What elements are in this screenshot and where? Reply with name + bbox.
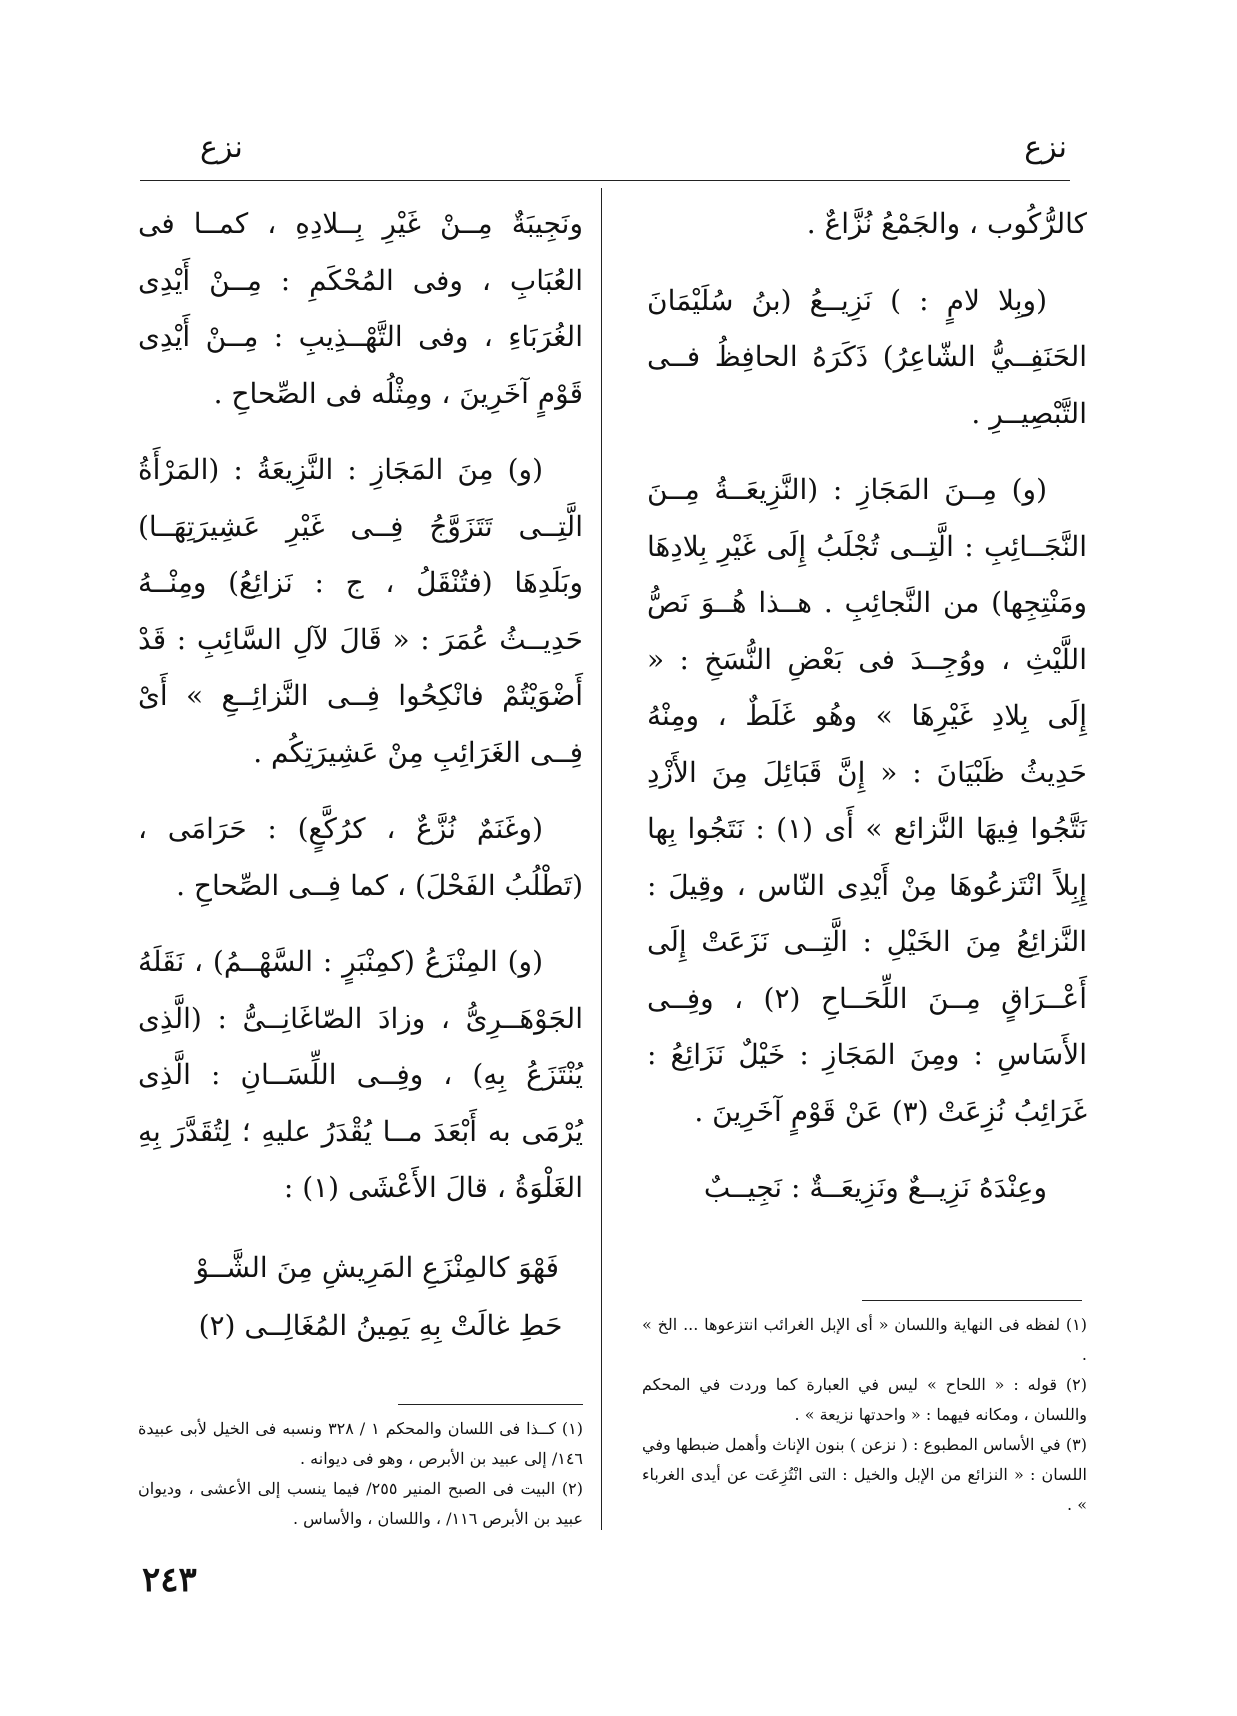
- footnotes-right: [642, 1310, 1087, 1520]
- left-column: [138, 196, 583, 1355]
- page-number: ٢٤٣: [142, 1560, 197, 1600]
- left-paragraph-1: ونَجِيبَةٌ مِــنْ غَيْرِ بِــلادِهِ ، كمــا فى العُبَابِ ، وفى المُحْكَمِ : مِــنْ أَيْدِى الغُرَبَاءِ ، وفى التَّهْــذِيبِ : مِــنْ أَيْدِى قَوْمٍ آخَرِينَ ، ومِثْلُه فى الصِّحاحِ .: [138, 207, 583, 410]
- left-paragraph-2: (و) مِنَ المَجَازِ : النَّزِيعَةُ : (المَرْأَةُ الَّتِــى تَتَزَوَّجُ فِــى غَيْرِ عَشِيرَتِهَــا) وبَلَدِهَا (فتُنْقَلُ ، ج : نَزائِعُ) ومِنْــهُ حَدِيــثُ عُمَرَ : « قَالَ لآلِ السَّائِبِ : قَدْ أَضْوَيْتُمْ فانْكِحُوا فِــى النَّزائِــعِ » أَىْ فِــى الغَرَائِبِ مِنْ عَشِيرَتِكُم .: [138, 453, 583, 769]
- column-divider: [601, 188, 602, 1530]
- footnote-right-1: (١) لفظه فى النهاية واللسان « أى الإبل الغرائب انتزعوها ... الخ » .: [642, 1315, 1087, 1364]
- footnote-right-3: (٣) في الأساس المطبوع : ( نزعن ) بنون الإناث وأهمل ضبطها وفي اللسان : « النزائع من الإبل والخيل : التى انْتُزِعَت عن أيدى الغرباء » .: [642, 1435, 1087, 1514]
- poetry-verse: [138, 1239, 583, 1355]
- footnote-left-2: (٢) البيت فى الصبح المنير ٢٥٥/ فيما ينسب إلى الأعشى ، وديوان عبيد بن الأبرص ١١٦/ ، واللسان ، والأساس .: [138, 1479, 583, 1528]
- right-column: [647, 196, 1087, 1217]
- left-paragraph-3: (وغَنَمٌ نُزَّعٌ ، كرُكَّعٍ) : حَرَامَى ، (تَطْلُبُ الفَحْلَ) ، كما فِــى الصِّحاحِ .: [138, 812, 583, 902]
- right-paragraph-3: (و) مِــنَ المَجَازِ : (النَّزِيعَــةُ مِــنَ النَّجَــائِبِ : الَّتِــى تُجْلَبُ إِلَى غَيْرِ بِلادِهَا ومَنْتِجِها) من النَّجائِبِ . هــذا هُــوَ نَصُّ اللَّيْثِ ، ووُجِــدَ فى بَعْضِ النُّسَخِ : « إِلَى بِلادِ غَيْرِهَا » وهُو غَلَطٌ ، ومِنْهُ حَدِيثُ ظَبْيَانَ : « إِنَّ قَبَائِلَ مِنَ الأَزْدِ نَتَّجُوا فِيهَا النَّزائع » أَى (١) : نَتَجُوا بِها إِبِلاً انْتَزعُوهَا مِنْ أَيْدِى النّاس ، وقِيلَ : النَّزائِعُ مِنَ الخَيْلِ : الَّتِــى نَزَعَتْ إِلَى أَعْــرَاقٍ مِــنَ اللِّحَــاحِ (٢) ، وفِــى الأَسَاسِ : ومِنَ المَجَازِ : خَيْلٌ نَزَائِعُ : غَرَائِبُ نُزِعَتْ (٣) عَنْ قَوْمٍ آخَرِينَ .: [647, 473, 1087, 1128]
- footnote-rule-right: [862, 1300, 1082, 1301]
- footnotes-left: [138, 1414, 583, 1534]
- footnote-right-2: (٢) قوله : « اللحاح » ليس في العبارة كما وردت في المحكم واللسان ، ومكانه فيهما : « واحدتها نزيعة » .: [642, 1375, 1087, 1424]
- header-rule: [140, 180, 1070, 181]
- running-head-right: نزع: [1024, 130, 1067, 165]
- right-paragraph-1: كالرُّكُوب ، والجَمْعُ نُزَّاعٌ .: [806, 207, 1087, 240]
- verse-hemistich-1: فَهْوَ كالمِنْزَعِ المَرِيشِ مِنَ الشَّــوْ: [195, 1250, 559, 1284]
- left-paragraph-4: (و) المِنْزَعُ (كمِنْبَرٍ : السَّهْــمُ) ، نَقَلَهُ الجَوْهَــرِىُّ ، وزادَ الصّاغَانِــىُّ : (الَّذِى يُنْتَزَعُ بِهِ) ، وفِــى اللِّسَــانِ : الَّذِى يُرْمَى به أَبْعَدَ مــا يُقْدَرُ عليهِ ؛ لِتُقَدَّرَ بِهِ الغَلْوَةُ ، قالَ الأَعْشَى (١) :: [138, 945, 583, 1204]
- right-paragraph-4: وعِنْدَهُ نَزِيــعٌ ونَزِيعَــةٌ : نَجِيــبٌ: [703, 1171, 1047, 1204]
- verse-hemistich-2: حَطِ غالَتْ بِهِ يَمِينُ المُغَالِــى (٢): [198, 1308, 563, 1342]
- footnote-rule-left: [398, 1404, 583, 1405]
- footnote-left-1: (١) كــذا فى اللسان والمحكم ١ / ٣٢٨ ونسبه فى الخيل لأبى عبيدة ١٤٦/ إلى عبيد بن الأبرص ، وهو فى ديوانه .: [138, 1419, 584, 1468]
- right-paragraph-2: (وبِلا لامٍ : ) نَزِيــعُ (بنُ سُلَيْمَانَ الحَنَفِــيُّ الشّاعِرُ) ذَكَرَهُ الحافِظُ فــى التَّبْصِيــرِ .: [647, 283, 1087, 430]
- running-head-left: نزع: [200, 130, 243, 165]
